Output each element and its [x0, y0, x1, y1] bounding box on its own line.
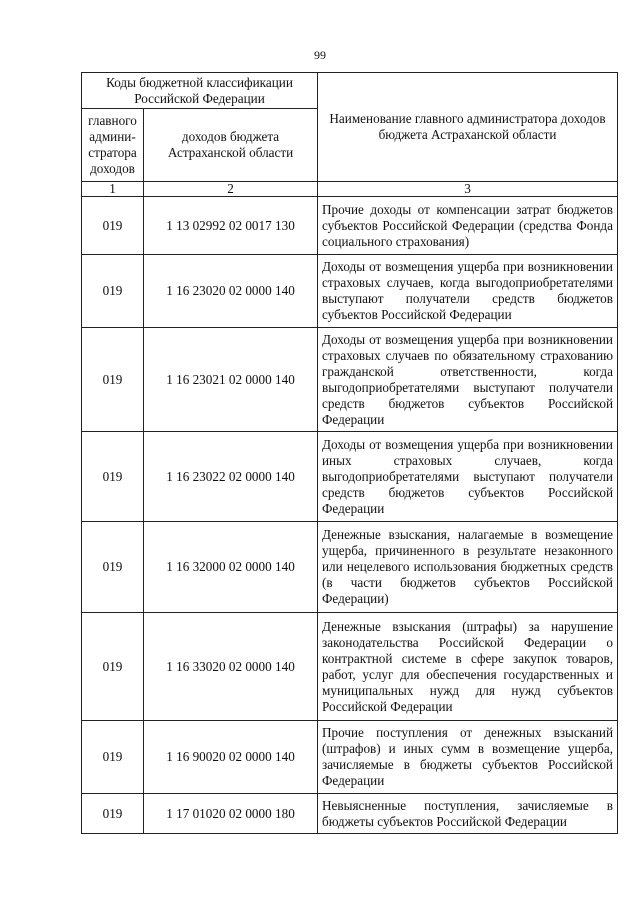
table-row [82, 522, 618, 613]
revenue-name-cell: Денежные взыскания, налагаемые в возмещение ущерба, причиненного в результате незаконного или нецелевого использования бюджетных средств (в части бюджетов субъектов Российской Федерации) [318, 522, 618, 613]
table-row [82, 432, 618, 522]
revenue-code-cell: 1 16 23022 02 0000 140 [144, 432, 318, 522]
header-administrator-name: Наименование главного администратора доходов бюджета Астраханской области [318, 73, 618, 182]
table-row [82, 255, 618, 328]
revenue-code-cell: 1 16 23020 02 0000 140 [144, 255, 318, 328]
revenue-name-cell: Прочие доходы от компенсации затрат бюджетов субъектов Российской Федерации (средства Фонда социального страхования) [318, 197, 618, 255]
admin-code-cell: 019 [82, 328, 144, 432]
revenue-code-cell: 1 16 23021 02 0000 140 [144, 328, 318, 432]
revenue-name-cell: Доходы от возмещения ущерба при возникновении страховых случаев, когда выгодоприобретателями выступают получатели средств бюджетов субъектов Российской Федерации [318, 255, 618, 328]
table-row [82, 197, 618, 255]
column-number: 2 [144, 182, 318, 197]
table-row [82, 613, 618, 721]
page-number: 99 [314, 48, 326, 62]
admin-code-cell: 019 [82, 721, 144, 794]
table-row [82, 328, 618, 432]
admin-code-cell: 019 [82, 197, 144, 255]
revenue-code-cell: 1 16 33020 02 0000 140 [144, 613, 318, 721]
revenue-name-cell: Доходы от возмещения ущерба при возникновении иных страховых случаев, когда выгодоприобретателями выступают получатели средств бюджетов субъектов Российской Федерации [318, 432, 618, 522]
revenue-name-cell: Доходы от возмещения ущерба при возникновении страховых случаев по обязательному страхованию гражданской ответственности, когда выгодоприобретателями выступают получатели средств бюджетов субъектов Российской Федерации [318, 328, 618, 432]
column-number-row [82, 182, 618, 197]
revenue-code-cell: 1 13 02992 02 0017 130 [144, 197, 318, 255]
admin-code-cell: 019 [82, 432, 144, 522]
table-row [82, 794, 618, 834]
revenue-name-cell: Прочие поступления от денежных взысканий (штрафов) и иных сумм в возмещение ущерба, зачисляемые в бюджеты субъектов Российской Федерации [318, 721, 618, 794]
admin-code-cell: 019 [82, 613, 144, 721]
header-revenue-code: доходов бюджета Астраханской области [144, 109, 318, 182]
table-row [82, 721, 618, 794]
revenue-code-cell: 1 16 90020 02 0000 140 [144, 721, 318, 794]
admin-code-cell: 019 [82, 255, 144, 328]
admin-code-cell: 019 [82, 794, 144, 834]
budget-classification-table [81, 72, 618, 834]
column-number: 3 [318, 182, 618, 197]
header-codes-group: Коды бюджетной классификации Российской Федерации [82, 73, 318, 109]
revenue-code-cell: 1 17 01020 02 0000 180 [144, 794, 318, 834]
revenue-code-cell: 1 16 32000 02 0000 140 [144, 522, 318, 613]
column-number: 1 [82, 182, 144, 197]
revenue-name-cell: Денежные взыскания (штрафы) за нарушение законодательства Российской Федерации о контрактной системе в сфере закупок товаров, работ, услуг для обеспечения государственных и муниципальных нужд для нужд субъектов Российской Федерации [318, 613, 618, 721]
header-admin-code: главного админи-стратора доходов [82, 109, 144, 182]
revenue-name-cell: Невыясненные поступления, зачисляемые в бюджеты субъектов Российской Федерации [318, 794, 618, 834]
admin-code-cell: 019 [82, 522, 144, 613]
